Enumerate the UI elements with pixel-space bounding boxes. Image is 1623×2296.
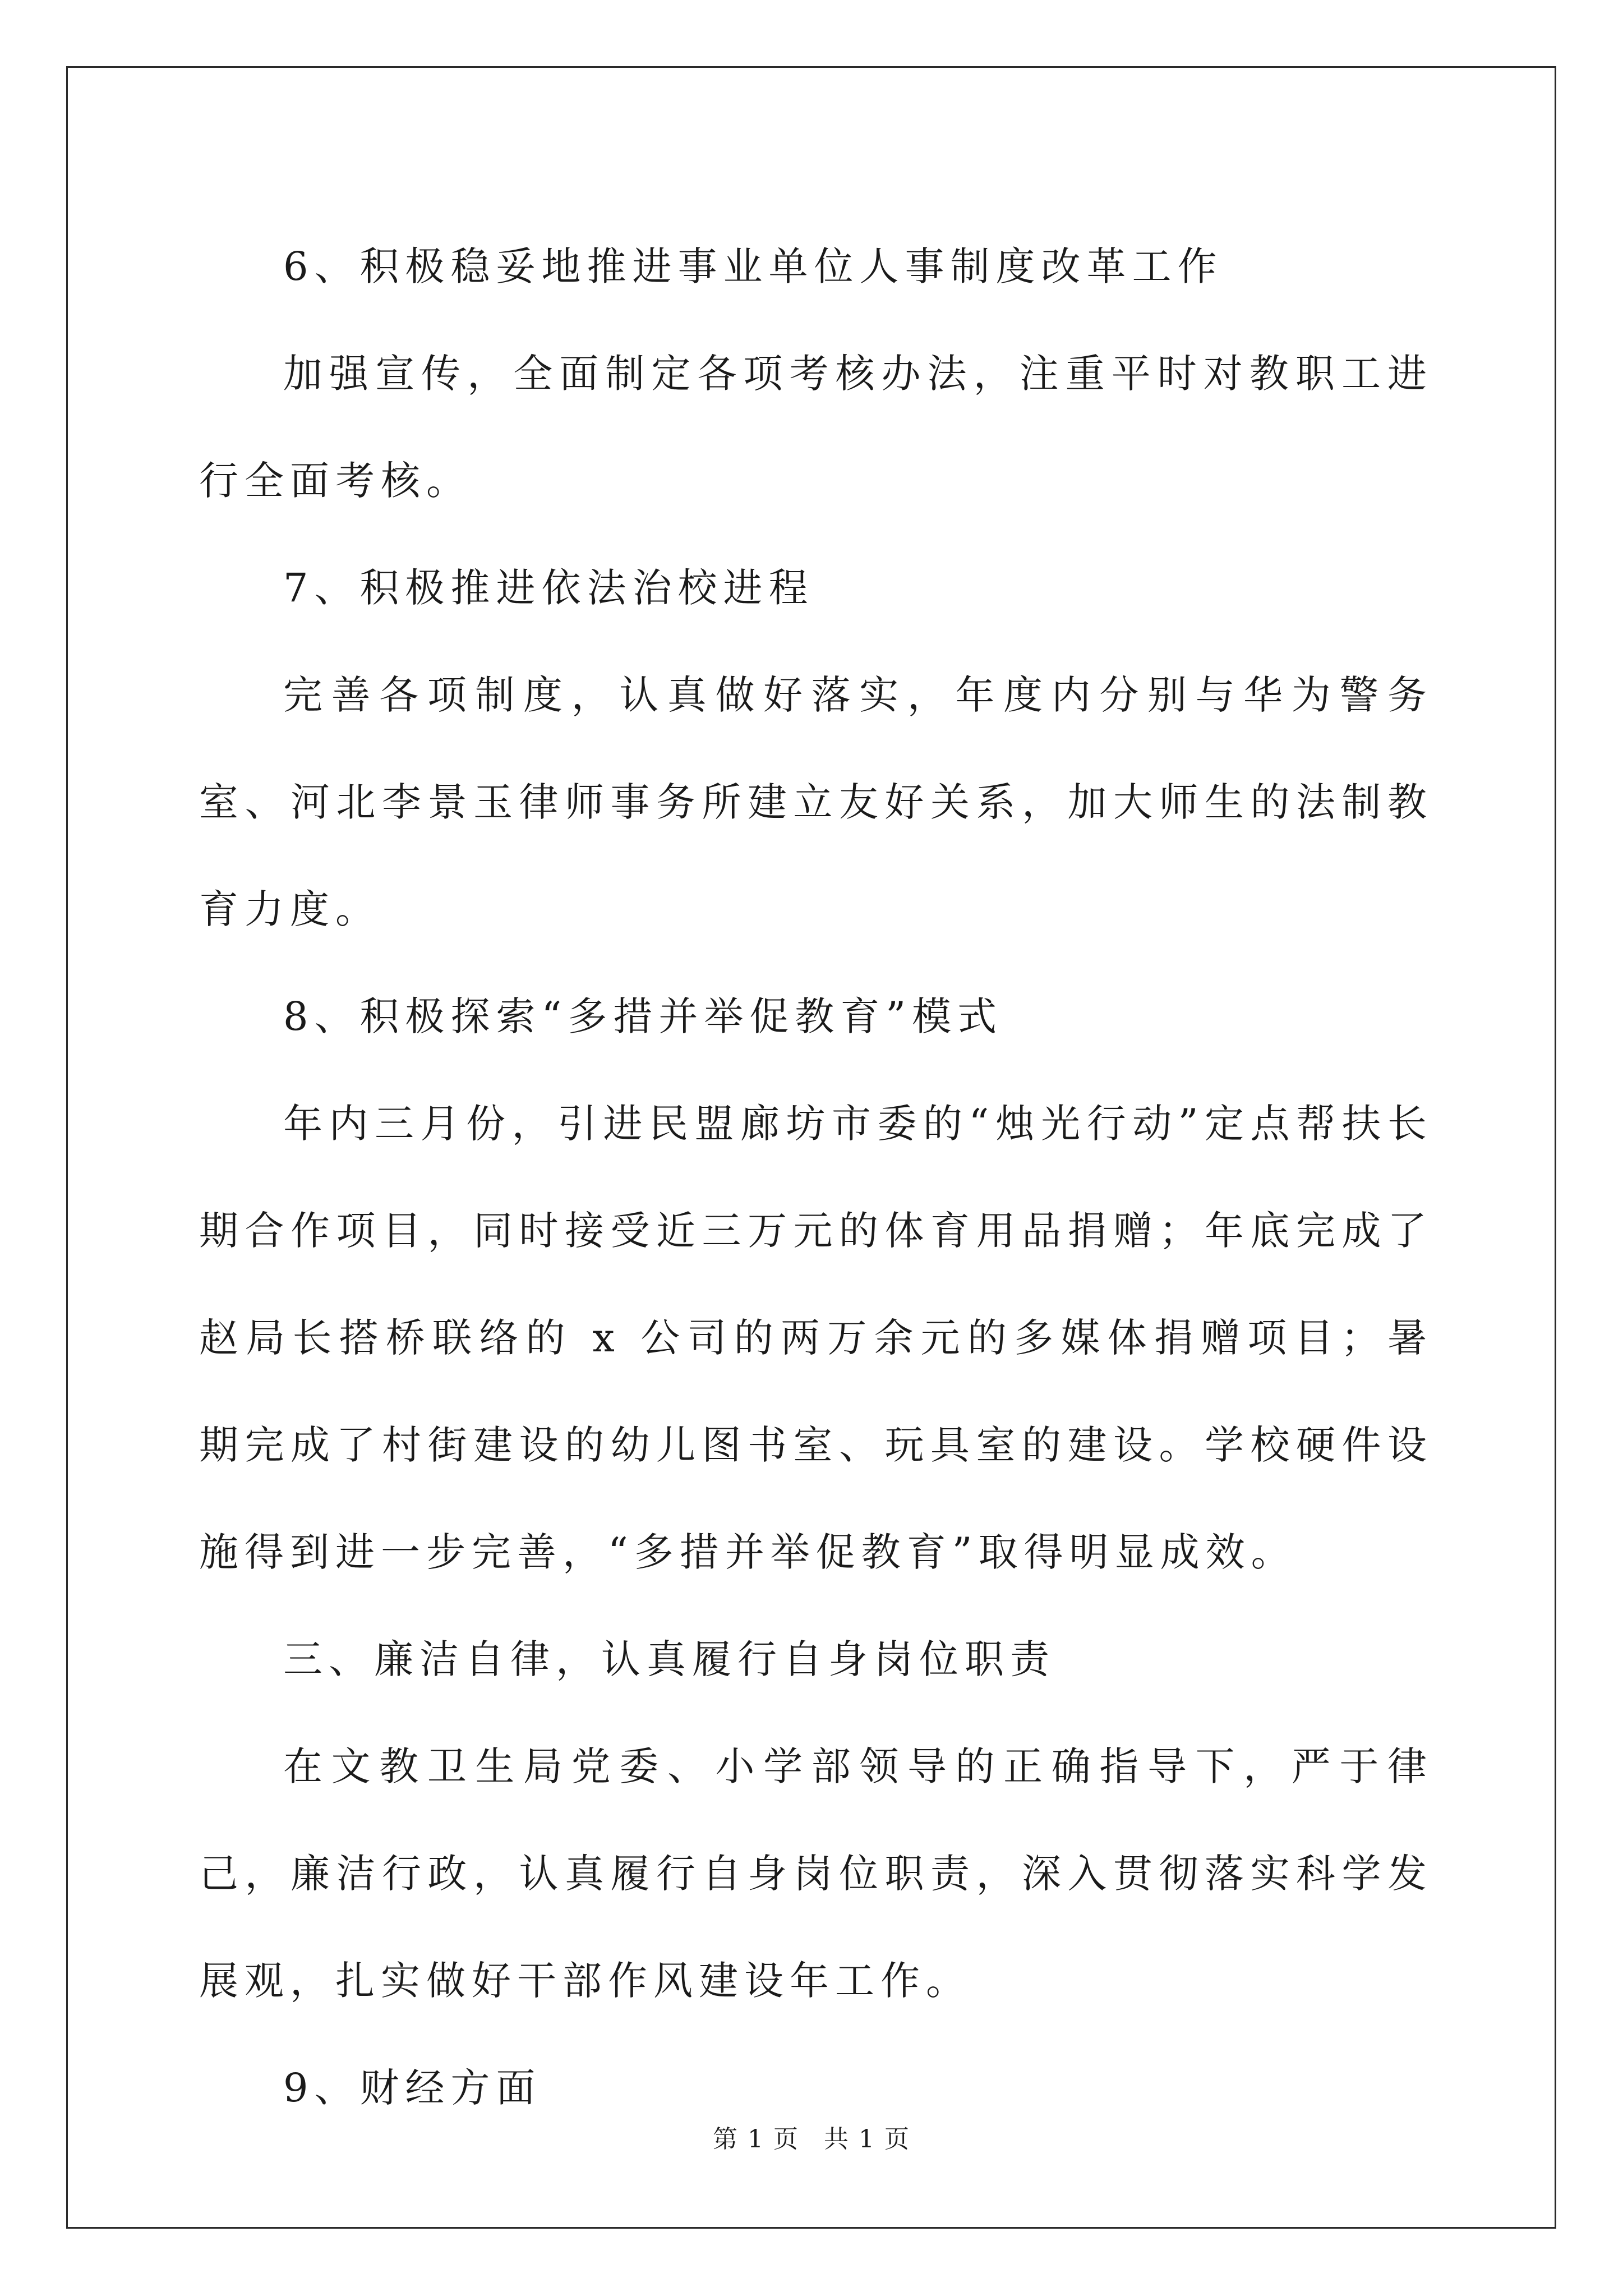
- page-number: 第 1 页: [713, 2125, 799, 2154]
- paragraph: 完善各项制度，认真做好落实，年度内分别与华为警务室、河北李景玉律师事务所建立友好关系，加大师生的法制教育力度。: [199, 672, 1433, 932]
- page-total: 共 1 页: [824, 2125, 910, 2154]
- document-body: [199, 213, 1433, 2142]
- section-heading-6: 6、积极稳妥地推进事业单位人事制度改革工作: [283, 243, 1223, 289]
- section-heading-8: 8、积极探索“多措并举促教育”模式: [283, 993, 1003, 1039]
- paragraph: 加强宣传，全面制定各项考核办法，注重平时对教职工进行全面考核。: [199, 351, 1433, 504]
- paragraph: 年内三月份，引进民盟廊坊市委的“烛光行动”定点帮扶长期合作项目，同时接受近三万元的体育用品捐赠；年底完成了赵局长搭桥联络的 x 公司的两万余元的多媒体捐赠项目；暑期完成了村街建设的幼儿图书室、玩具室的建设。学校硬件设施得到进一步完善，“多措并举促教育”取得明显成效。: [199, 1101, 1433, 1575]
- section-heading-3: 三、廉洁自律，认真履行自身岗位职责: [283, 1636, 1055, 1682]
- paragraph: 在文教卫生局党委、小学部领导的正确指导下，严于律己，廉洁行政，认真履行自身岗位职责，深入贯彻落实科学发展观，扎实做好干部作风建设年工作。: [199, 1743, 1433, 2004]
- page-footer: [0, 2119, 1623, 2155]
- section-heading-7: 7、积极推进依法治校进程: [283, 565, 814, 611]
- section-heading-9: 9、财经方面: [283, 2065, 542, 2111]
